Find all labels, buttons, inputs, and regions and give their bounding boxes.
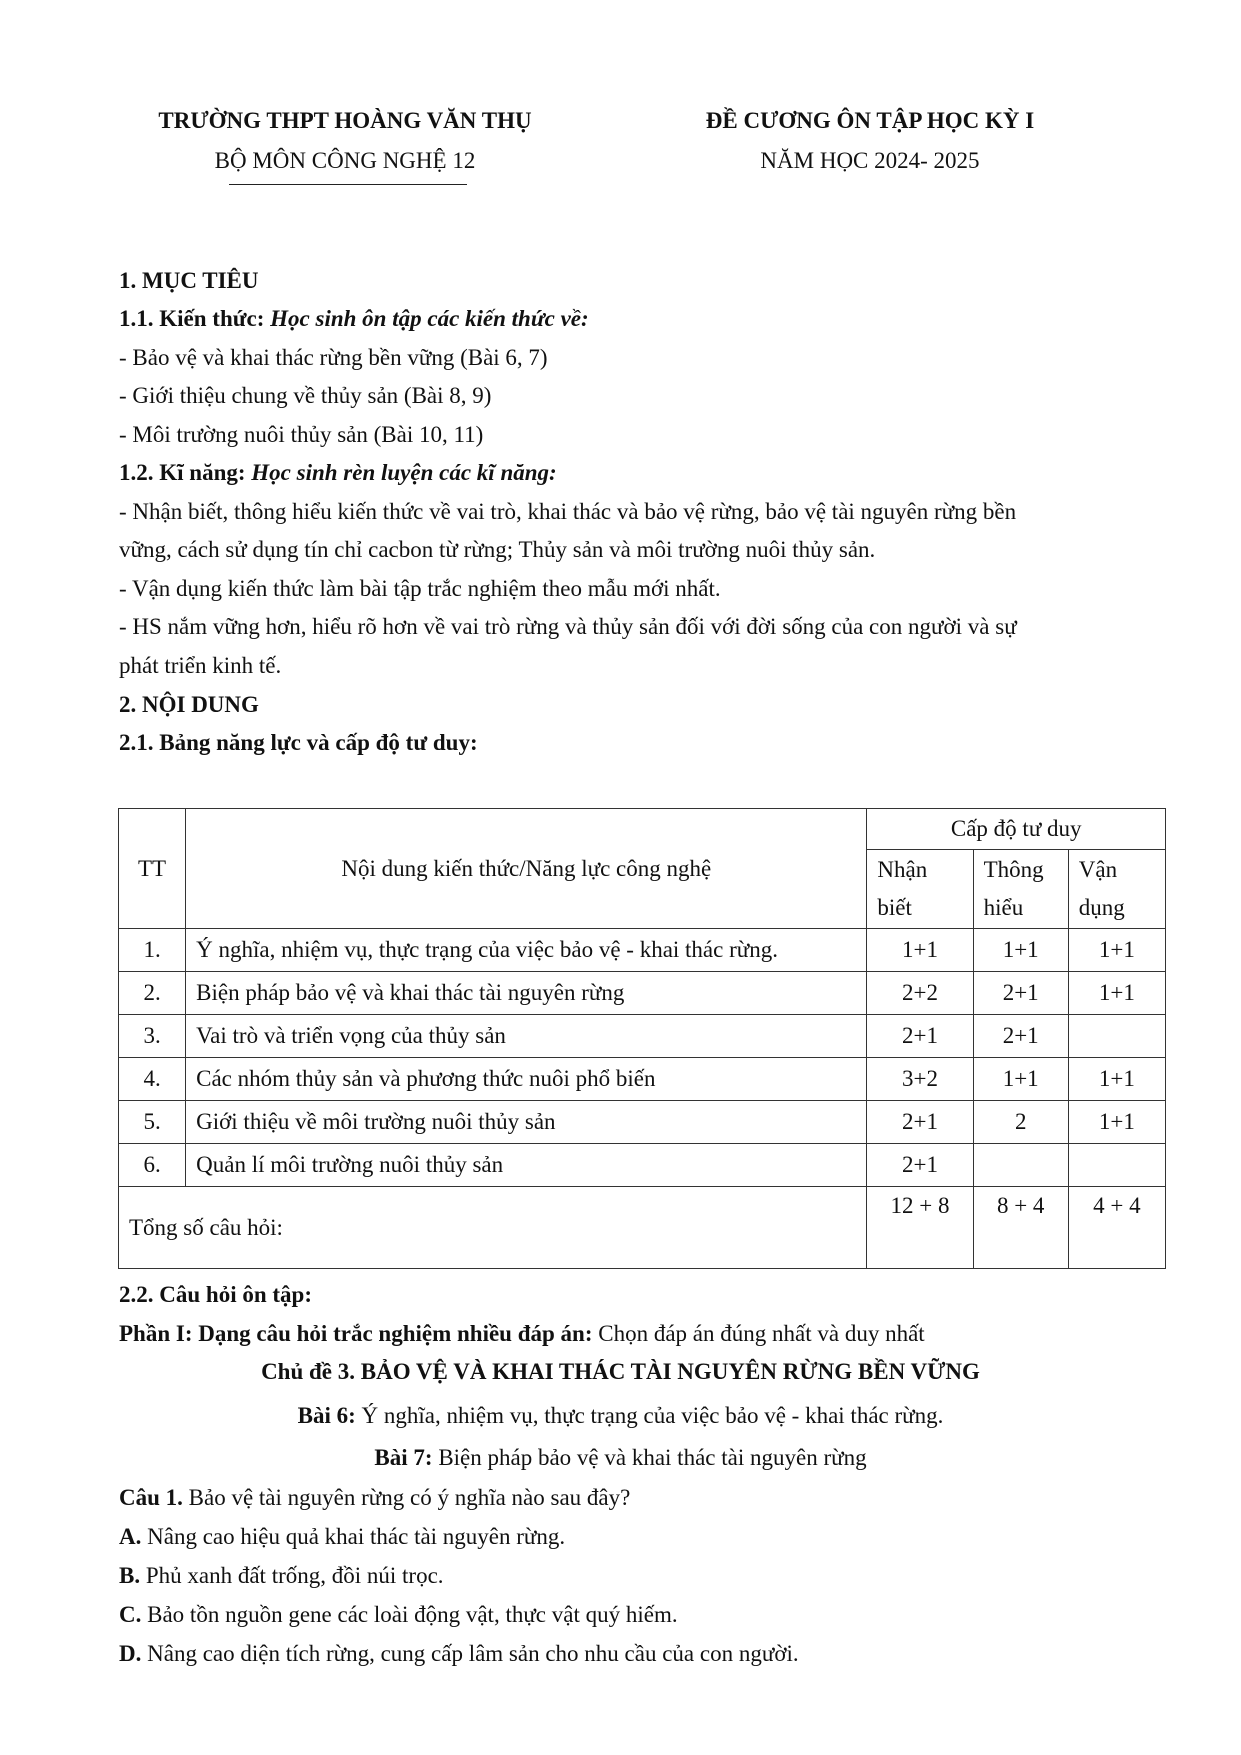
row-thong-hieu: 2+1 — [973, 1015, 1068, 1058]
row-thong-hieu: 2+1 — [973, 972, 1068, 1015]
row-van-dung — [1068, 1015, 1165, 1058]
table-heading: 2.1. Bảng năng lực và cấp độ tư duy: — [119, 730, 478, 755]
option-d: D. Nâng cao diện tích rừng, cung cấp lâm sản cho nhu cầu của con người. — [119, 1641, 799, 1666]
row-number: 4. — [119, 1058, 186, 1101]
table-row — [119, 1101, 1166, 1144]
total-thong-hieu: 8 + 4 — [973, 1187, 1068, 1269]
school-year: NĂM HỌC 2024- 2025 — [760, 148, 980, 173]
row-number: 3. — [119, 1015, 186, 1058]
question-1: Câu 1. Bảo vệ tài nguyên rừng có ý nghĩa nào sau đây? — [119, 1485, 631, 1510]
row-content: Giới thiệu về môi trường nuôi thủy sản — [186, 1101, 867, 1144]
row-thong-hieu: 1+1 — [973, 929, 1068, 972]
row-van-dung: 1+1 — [1068, 1058, 1165, 1101]
total-nhan-biet: 12 + 8 — [867, 1187, 973, 1269]
table-row — [119, 1015, 1166, 1058]
knowledge-item: - Môi trường nuôi thủy sản (Bài 10, 11) — [119, 422, 484, 447]
skills-line: - Nhận biết, thông hiểu kiến thức về vai trò, khai thác và bảo vệ rừng, bảo vệ tài nguyên rừng bền — [119, 499, 1017, 524]
option-c: C. Bảo tồn nguồn gene các loài động vật, thực vật quý hiếm. — [119, 1602, 678, 1627]
total-label: Tổng số câu hỏi: — [119, 1187, 867, 1269]
row-number: 6. — [119, 1144, 186, 1187]
table-row — [119, 972, 1166, 1015]
table-row — [119, 1058, 1166, 1101]
row-van-dung: 1+1 — [1068, 1101, 1165, 1144]
row-number: 1. — [119, 929, 186, 972]
row-nhan-biet: 3+2 — [867, 1058, 973, 1101]
school-name: TRƯỜNG THPT HOÀNG VĂN THỤ — [158, 108, 532, 133]
table-total-row — [119, 1187, 1166, 1269]
knowledge-heading: 1.1. Kiến thức: Học sinh ôn tập các kiến thức về: — [119, 306, 589, 331]
table-row — [119, 1144, 1166, 1187]
review-heading: 2.2. Câu hỏi ôn tập: — [119, 1282, 312, 1307]
row-nhan-biet: 1+1 — [867, 929, 973, 972]
section-2-heading: 2. NỘI DUNG — [119, 692, 259, 717]
row-content: Các nhóm thủy sản và phương thức nuôi phổ biến — [186, 1058, 867, 1101]
knowledge-item: - Bảo vệ và khai thác rừng bền vững (Bài 6, 7) — [119, 345, 548, 370]
row-nhan-biet: 2+1 — [867, 1144, 973, 1187]
row-nhan-biet: 2+1 — [867, 1015, 973, 1058]
row-content: Vai trò và triển vọng của thủy sản — [186, 1015, 867, 1058]
competency-table — [118, 808, 1166, 1269]
header-tt: TT — [119, 809, 186, 929]
skills-line: - HS nắm vững hơn, hiểu rõ hơn về vai trò rừng và thủy sản đối với đời sống của con người và sự — [119, 614, 1017, 639]
department-name: BỘ MÔN CÔNG NGHỆ 12 — [214, 148, 476, 173]
row-thong-hieu: 2 — [973, 1101, 1068, 1144]
row-thong-hieu — [973, 1144, 1068, 1187]
row-nhan-biet: 2+2 — [867, 972, 973, 1015]
total-van-dung: 4 + 4 — [1068, 1187, 1165, 1269]
row-content: Biện pháp bảo vệ và khai thác tài nguyên rừng — [186, 972, 867, 1015]
document-title: ĐỀ CƯƠNG ÔN TẬP HỌC KỲ I — [705, 108, 1035, 133]
row-nhan-biet: 2+1 — [867, 1101, 973, 1144]
section-1-heading: 1. MỤC TIÊU — [119, 268, 259, 293]
skills-line: - Vận dụng kiến thức làm bài tập trắc nghiệm theo mẫu mới nhất. — [119, 576, 721, 601]
lesson-7: Bài 7: Biện pháp bảo vệ và khai thác tài nguyên rừng — [374, 1445, 867, 1470]
skills-line: vững, cách sử dụng tín chỉ cacbon từ rừng; Thủy sản và môi trường nuôi thủy sản. — [119, 537, 876, 562]
row-van-dung: 1+1 — [1068, 929, 1165, 972]
row-number: 2. — [119, 972, 186, 1015]
header-underline — [229, 184, 467, 185]
row-thong-hieu: 1+1 — [973, 1058, 1068, 1101]
row-content: Ý nghĩa, nhiệm vụ, thực trạng của việc bảo vệ - khai thác rừng. — [186, 929, 867, 972]
lesson-6: Bài 6: Ý nghĩa, nhiệm vụ, thực trạng của việc bảo vệ - khai thác rừng. — [297, 1403, 944, 1428]
header-level-group: Cấp độ tư duy — [867, 809, 1166, 850]
knowledge-item: - Giới thiệu chung về thủy sản (Bài 8, 9) — [119, 383, 492, 408]
topic-title: Chủ đề 3. BẢO VỆ VÀ KHAI THÁC TÀI NGUYÊN RỪNG BỀN VỮNG — [261, 1359, 980, 1384]
option-b: B. Phủ xanh đất trống, đồi núi trọc. — [119, 1563, 444, 1588]
skills-line: phát triển kinh tế. — [119, 653, 282, 678]
row-number: 5. — [119, 1101, 186, 1144]
row-van-dung — [1068, 1144, 1165, 1187]
header-content: Nội dung kiến thức/Năng lực công nghệ — [186, 809, 867, 929]
part-1-heading: Phần I: Dạng câu hỏi trắc nghiệm nhiều đáp án: Chọn đáp án đúng nhất và duy nhất — [119, 1321, 925, 1346]
row-van-dung: 1+1 — [1068, 972, 1165, 1015]
header-nhan-biet: Nhận biết — [867, 850, 973, 929]
row-content: Quản lí môi trường nuôi thủy sản — [186, 1144, 867, 1187]
skills-heading: 1.2. Kĩ năng: Học sinh rèn luyện các kĩ năng: — [119, 460, 557, 485]
header-thong-hieu: Thông hiểu — [973, 850, 1068, 929]
option-a: A. Nâng cao hiệu quả khai thác tài nguyên rừng. — [119, 1524, 566, 1549]
table-row — [119, 929, 1166, 972]
header-van-dung: Vận dụng — [1068, 850, 1165, 929]
